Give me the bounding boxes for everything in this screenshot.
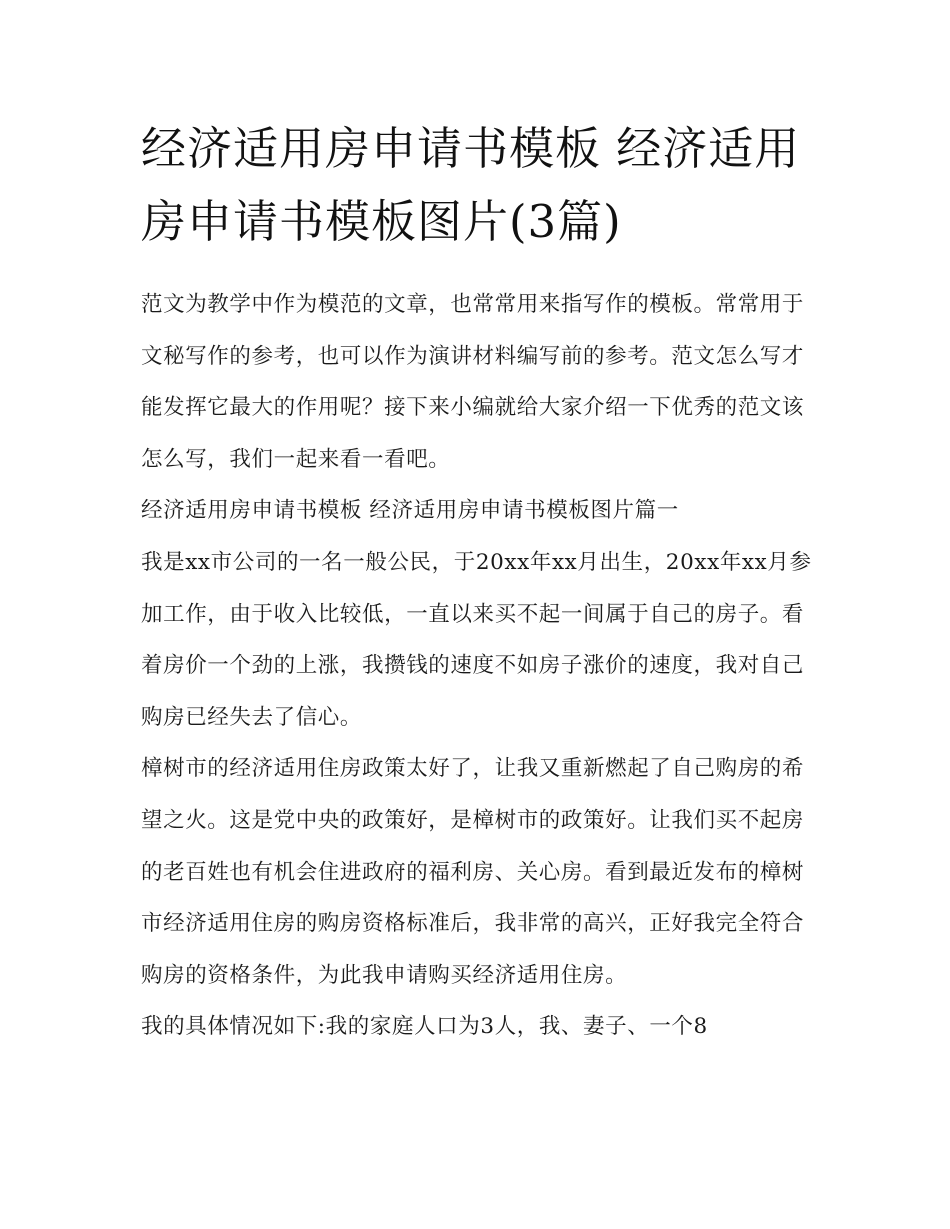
body-paragraph: 我是xx市公司的一名一般公民，于20xx年xx月出生，20xx年xx月参加工作，由于收入比较低，一直以来买不起一间属于自己的房子。看着房价一个劲的上涨，我攒钱的速度不如房子涨价的速度，我对自己购房已经失去了信心。	[141, 549, 812, 730]
section-heading: 经济适用房申请书模板 经济适用房申请书模板图片篇一	[141, 498, 679, 524]
body-paragraph: 我的具体情况如下:我的家庭人口为3人，我、妻子、一个8	[141, 1014, 708, 1040]
intro-paragraph: 范文为教学中作为模范的文章，也常常用来指写作的模板。常常用于文秘写作的参考，也可以作为演讲材料编写前的参考。范文怎么写才能发挥它最大的作用呢？接下来小编就给大家介绍一下优秀的范文该怎么写，我们一起来看一看吧。	[141, 292, 805, 472]
document-title: 经济适用房申请书模板 经济适用房申请书模板图片(3篇)	[141, 122, 801, 248]
document-body	[141, 279, 821, 1053]
body-paragraph: 樟树市的经济适用住房政策太好了，让我又重新燃起了自己购房的希望之火。这是党中央的政策好，是樟树市的政策好。让我们买不起房的老百姓也有机会住进政府的福利房、关心房。看到最近发布的樟树市经济适用住房的购房资格标准后，我非常的高兴，正好我完全符合购房的资格条件，为此我申请购买经济适用住房。	[141, 756, 805, 988]
